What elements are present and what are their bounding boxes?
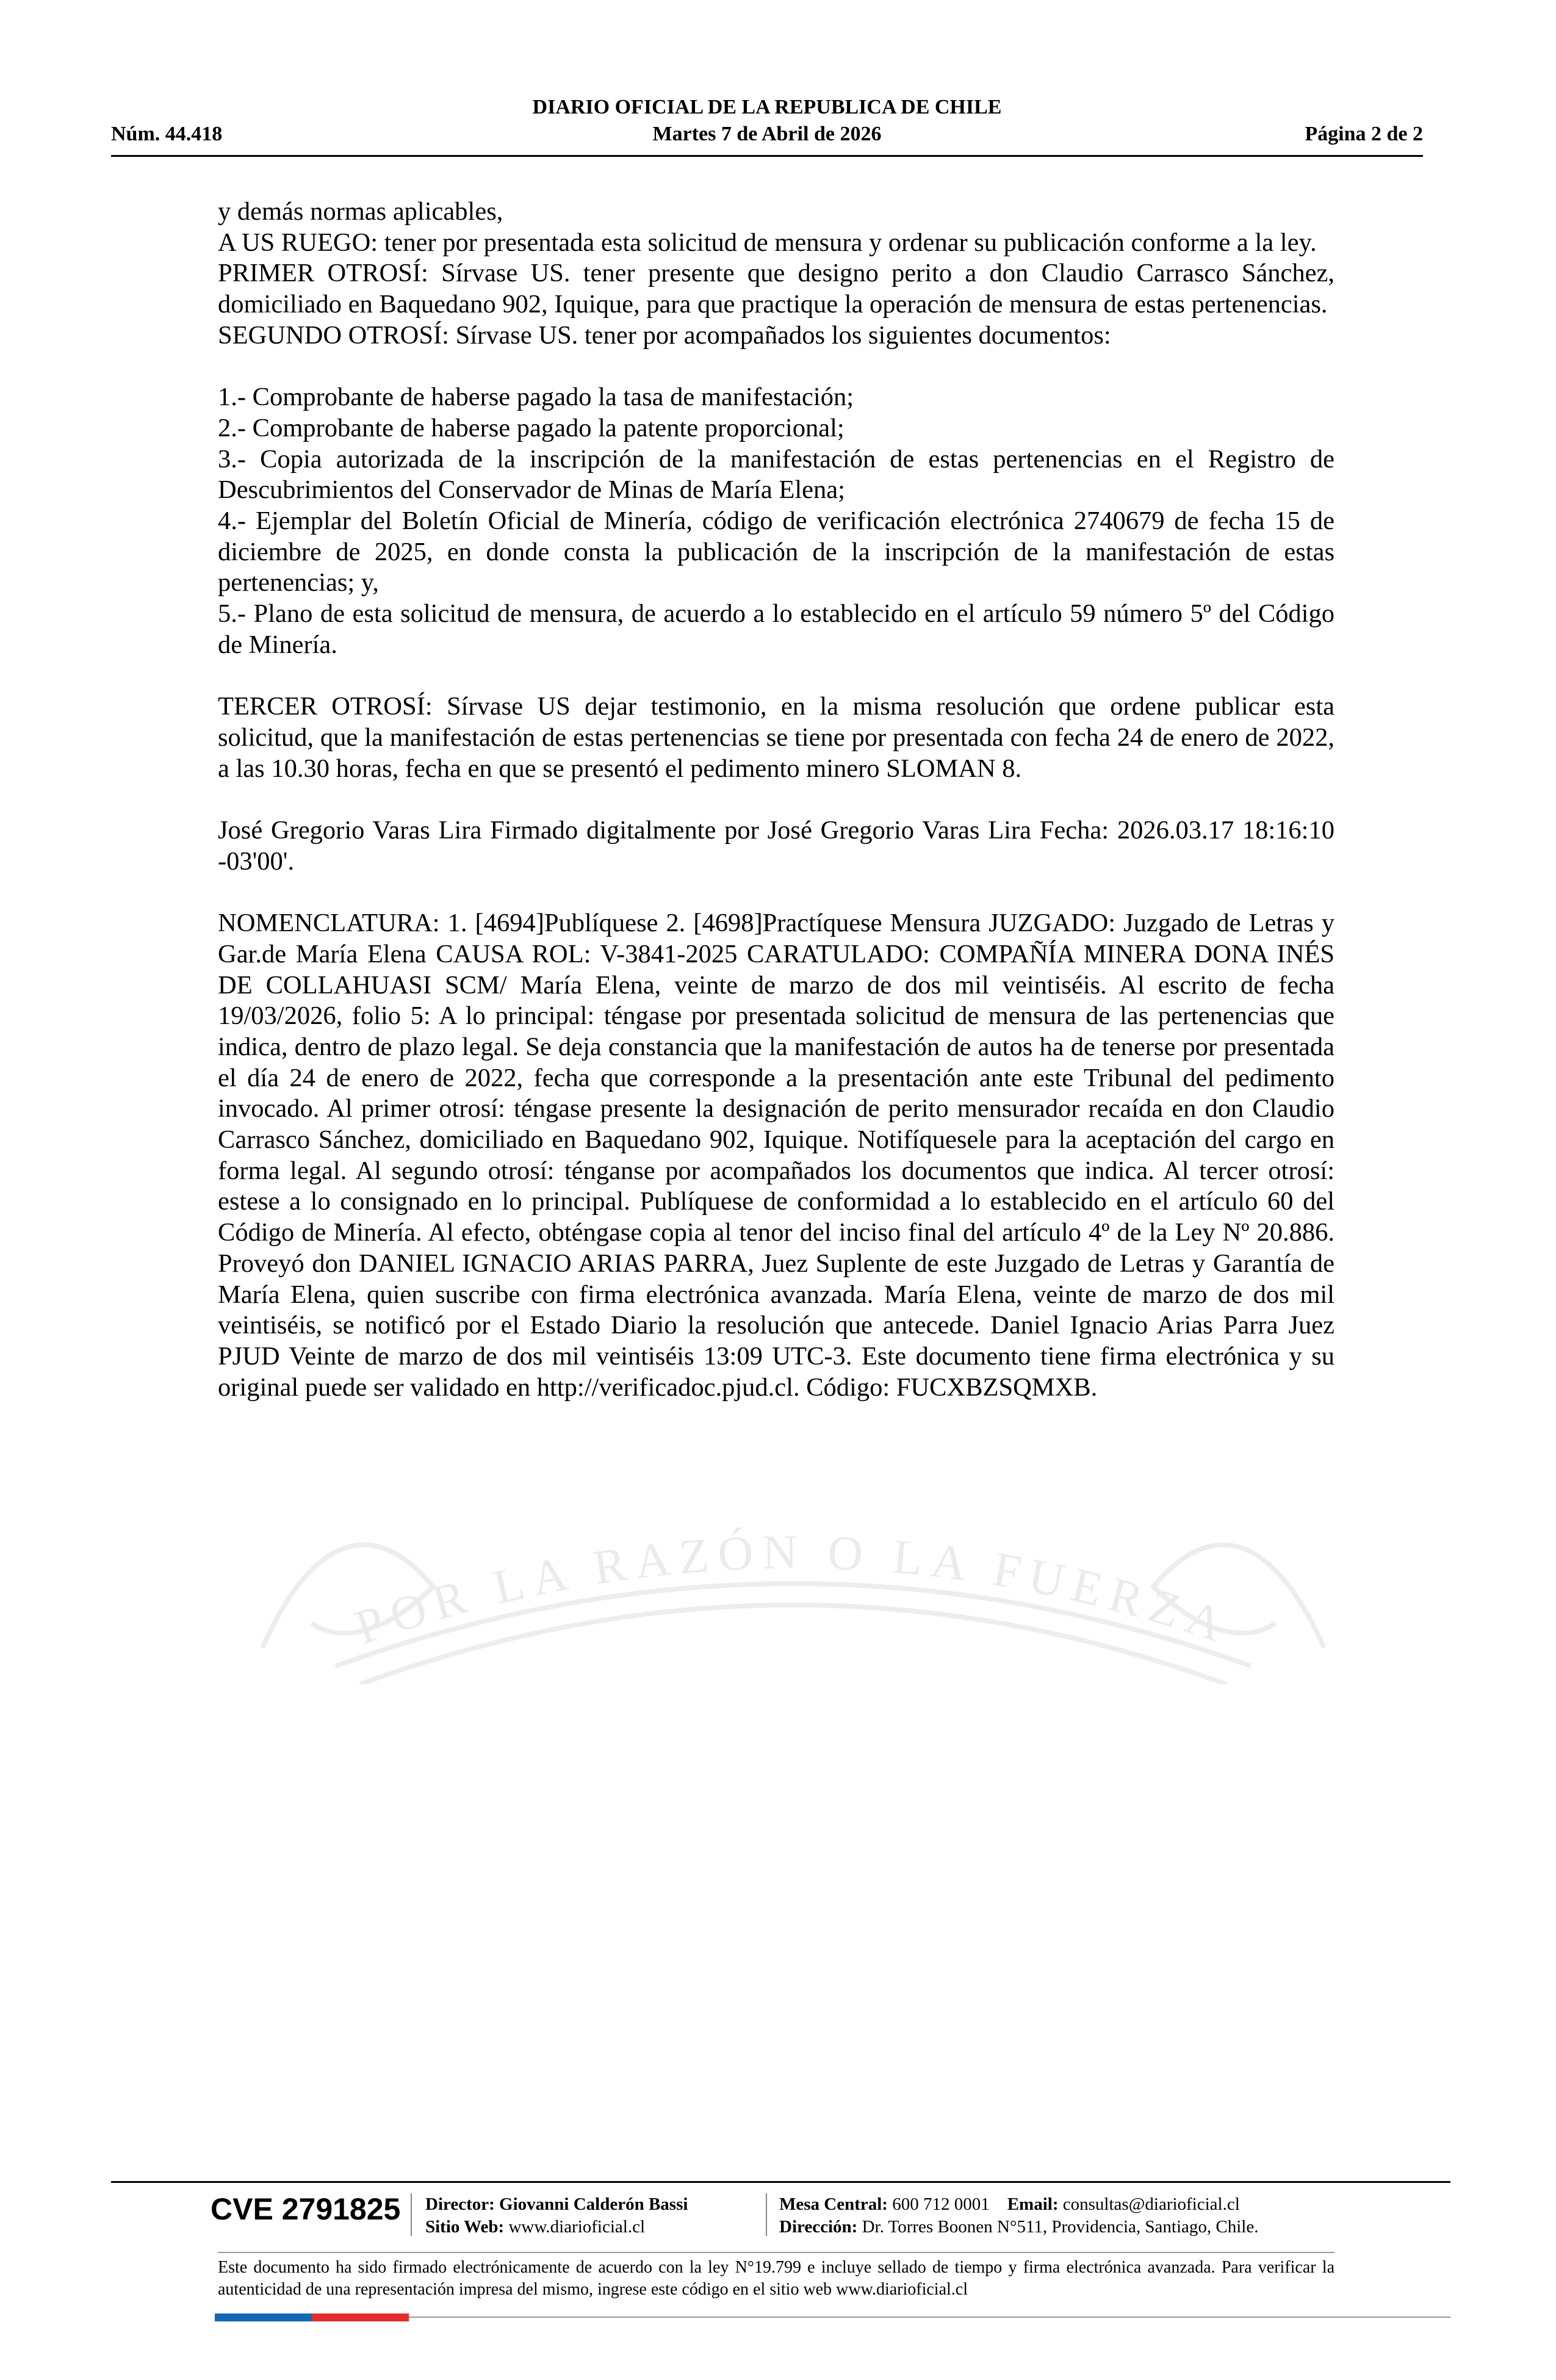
condor-wing-left	[262, 1545, 433, 1648]
footer-contact-block	[779, 2193, 1258, 2238]
mesa-label: Mesa Central:	[779, 2194, 888, 2214]
address-value: Dr. Torres Boonen N°511, Providencia, Santiago, Chile.	[862, 2217, 1259, 2237]
paragraph-request: A US RUEGO: tener por presentada esta solicitud de mensura y ordenar su publicación conforme a la ley.	[218, 228, 1317, 257]
huemul-wing-right	[1153, 1545, 1324, 1648]
footer-disclaimer: Este documento ha sido firmado electrónicamente de acuerdo con la ley N°19.799 e incluye sellado de tiempo y firma electrónica avanzada. Para verificar la autenticidad de una representación impresa del mismo, ingrese este código en el sitio web www.diarioficial.cl	[218, 2258, 1334, 2299]
director-name: Giovanni Calderón Bassi	[499, 2194, 688, 2214]
spacer	[218, 784, 1334, 815]
paragraph-nomenclatura: NOMENCLATURA: 1. [4694]Publíquese 2. [4698]Practíquese Mensura JUZGADO: Juzgado de Letras y Gar.de María Elena CAUSA ROL: V-3841-2025 CARATULADO: COMPAÑÍA MINERA DONA INÉS DE COLLAHUASI SCM/ María Elena, veinte de marzo de dos mil veintiséis. Al escrito de fecha 19/03/2026, folio 5: A lo principal: téngase por presentada solicitud de mensura de las pertenencias que indica, dentro de plazo legal. Se deja constancia que la manifestación de autos ha de tenerse por presentada el día 24 de enero de 2022, fecha que corresponde a la presentación ante este Tribunal del pedimento invocado. Al primer otrosí: téngase presente la designación de perito mensurador recaída en don Claudio Carrasco Sánchez, domiciliado en Baquedano 902, Iquique. Notifíquesele para la aceptación del cargo en forma legal. Al segundo otrosí: ténganse por acompañados los documentos que indica. Al tercer otrosí: estese a lo consignado en lo principal. Publíquese de conformidad a lo establecido en el artículo 60 del Código de Minería. Al efecto, obténgase copia al tenor del inciso final del artículo 4º de la Ley Nº 20.886. Proveyó don DANIEL IGNACIO ARIAS PARRA, Juez Suplente de este Juzgado de Letras y Garantía de María Elena, quien suscribe con firma electrónica avanzada. María Elena, veinte de marzo de dos mil veintiséis, se notificó por el Estado Diario la resolución que antecede. Daniel Ignacio Arias Parra Juez PJUD Veinte de marzo de dos mil veintiséis 13:09 UTC-3. Este documento tiene firma electrónica y su original puede ser validado en http://verificadoc.pjud.cl. Código: FUCXBZSQMXB.	[218, 909, 1334, 1402]
footer-end-rule	[409, 2317, 1450, 2318]
ribbon-band	[336, 1584, 1251, 1666]
issue-number: Núm. 44.418	[111, 123, 223, 145]
header-divider	[111, 155, 1423, 157]
page-header	[111, 94, 1423, 155]
page-indicator: Página 2 de 2	[1305, 123, 1423, 145]
list-item: 1.- Comprobante de haberse pagado la tasa de manifestación;	[218, 383, 854, 412]
paragraph-first-otrosi: PRIMER OTROSÍ: Sírvase US. tener presente que designo perito a don Claudio Carrasco Sánchez, domiciliado en Baquedano 902, Iquique, para que practique la operación de mensura de estas pertenencias.	[218, 259, 1334, 319]
footer-director-block	[425, 2193, 688, 2238]
paragraph-norms: y demás normas aplicables,	[218, 197, 503, 226]
list-item: 2.- Comprobante de haberse pagado la patente proporcional;	[218, 413, 845, 442]
footer-separator	[766, 2193, 767, 2236]
cve-code: CVE 2791825	[211, 2192, 401, 2226]
coat-of-arms-watermark	[214, 1465, 1373, 1684]
list-item: 4.- Ejemplar del Boletín Oficial de Minería, código de verificación electrónica 2740679 de fecha 15 de diciembre de 2025, en donde consta la publicación de la inscripción de la manifestación de estas pertenencias; y,	[218, 507, 1334, 597]
list-item: 5.- Plano de esta solicitud de mensura, de acuerdo a lo establecido en el artículo 59 número 5º del Código de Minería.	[218, 599, 1334, 659]
spacer	[218, 661, 1334, 692]
list-item: 3.- Copia autorizada de la inscripción de la manifestación de estas pertenencias en el Registro de Descubrimientos del Conservador de Minas de María Elena;	[218, 444, 1334, 505]
paragraph-second-otrosi: SEGUNDO OTROSÍ: Sírvase US. tener por acompañados los siguientes documentos:	[218, 320, 1111, 350]
site-label: Sitio Web:	[425, 2217, 505, 2237]
address-label: Dirección:	[779, 2217, 858, 2237]
director-label: Director:	[425, 2194, 495, 2214]
footer-separator	[411, 2193, 412, 2236]
main-content	[218, 197, 1334, 1403]
email-link[interactable]: consultas@diarioficial.cl	[1062, 2194, 1240, 2214]
email-label: Email:	[1007, 2194, 1059, 2214]
paragraph-signature: José Gregorio Varas Lira Firmado digitalmente por José Gregorio Varas Lira Fecha: 2026.03.17 18:16:10 -03'00'.	[218, 816, 1334, 876]
spacer	[218, 877, 1334, 908]
ribbon-band-lower	[360, 1605, 1226, 1684]
issue-date: Martes 7 de Abril de 2026	[652, 123, 882, 145]
footer-divider	[111, 2181, 1450, 2183]
newspaper-title: DIARIO OFICIAL DE LA REPUBLICA DE CHILE	[532, 96, 1002, 118]
paragraph-third-otrosi: TERCER OTROSÍ: Sírvase US dejar testimonio, en la misma resolución que ordene publicar esta solicitud, que la manifestación de estas pertenencias se tiene por presentada con fecha 24 de enero de 2022, a las 10.30 horas, fecha en que se presentó el pedimento minero SLOMAN 8.	[218, 692, 1334, 783]
flag-red-segment	[312, 2313, 409, 2321]
flag-blue-segment	[215, 2313, 312, 2321]
site-link[interactable]: www.diarioficial.cl	[508, 2217, 646, 2237]
footer-thin-divider	[218, 2252, 1334, 2253]
mesa-phone: 600 712 0001	[892, 2194, 990, 2214]
spacer	[218, 352, 1334, 383]
motto-text: POR LA RAZÓN O LA FUERZA	[348, 1525, 1238, 1655]
chile-flag-bar	[215, 2313, 409, 2321]
